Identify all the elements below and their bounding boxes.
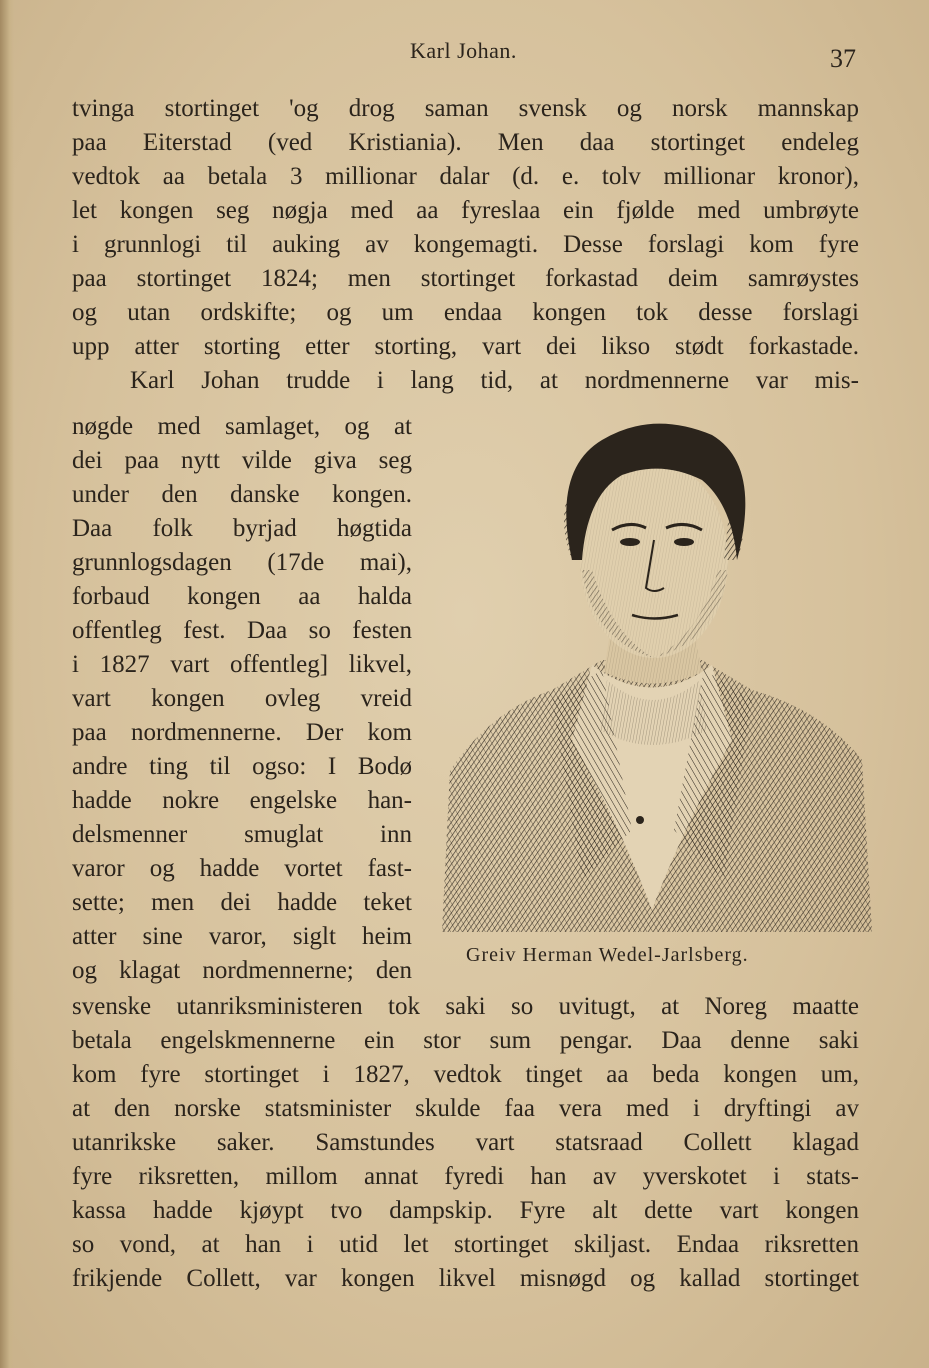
text-line: Karl Johan trudde i lang tid, at nordmennerne var mis- — [130, 367, 859, 394]
text-line: so vond, at han i utid let stortinget skiljast. Endaa riksretten — [72, 1231, 859, 1258]
text-line: under den danske kongen. — [72, 481, 412, 508]
text-line: frikjende Collett, var kongen likvel misnøgd og kallad stortinget — [72, 1265, 859, 1292]
running-head: Karl Johan. — [410, 38, 517, 63]
text-line: kom fyre stortinget i 1827, vedtok tinget aa beda kongen um, — [72, 1061, 859, 1088]
text-line: varor og hadde vortet fast- — [72, 855, 412, 882]
text-line: i 1827 vart offentleg] likvel, — [72, 651, 412, 678]
text-line: vart kongen ovleg vreid — [72, 685, 412, 712]
text-line: at den norske statsminister skulde faa vera med i dryftingi av — [72, 1095, 859, 1122]
page-edge — [0, 0, 14, 1368]
text-line: kassa hadde kjøypt tvo dampskip. Fyre alt dette vart kongen — [72, 1197, 859, 1224]
text-line: sette; men dei hadde teket — [72, 889, 412, 916]
text-line: delsmenner smuglat inn — [72, 821, 412, 848]
text-line: grunnlogsdagen (17de mai), — [72, 549, 412, 576]
text-line: upp atter storting etter storting, vart dei likso stødt forkastade. — [72, 333, 859, 360]
portrait-illustration — [432, 410, 877, 932]
text-line: dei paa nytt vilde giva seg — [72, 447, 412, 474]
text-line: offentleg fest. Daa so festen — [72, 617, 412, 644]
figure-caption: Greiv Herman Wedel-Jarlsberg. — [466, 944, 749, 966]
text-line: utanrikske saker. Samstundes vart statsraad Collett klagad — [72, 1129, 859, 1156]
text-line: tvinga stortinget 'og drog saman svensk og norsk mannskap — [72, 95, 859, 122]
text-line: atter sine varor, siglt heim — [72, 923, 412, 950]
text-line: og utan ordskifte; og um endaa kongen tok desse forslagi — [72, 299, 859, 326]
page-number: 37 — [830, 44, 856, 73]
portrait-engraving — [432, 410, 877, 932]
text-line: andre ting til ogso: I Bodø — [72, 753, 412, 780]
text-line: betala engelskmennerne ein stor sum pengar. Daa denne saki — [72, 1027, 859, 1054]
text-line: paa nordmennerne. Der kom — [72, 719, 412, 746]
text-line: vedtok aa betala 3 millionar dalar (d. e. tolv millionar kronor), — [72, 163, 859, 190]
text-line: og klagat nordmennerne; den — [72, 957, 412, 984]
text-line: paa Eiterstad (ved Kristiania). Men daa stortinget endeleg — [72, 129, 859, 156]
text-line: nøgde med samlaget, og at — [72, 413, 412, 440]
text-line: Daa folk byrjad høgtida — [72, 515, 412, 542]
text-line: hadde nokre engelske han- — [72, 787, 412, 814]
text-line: svenske utanriksministeren tok saki so uvitugt, at Noreg maatte — [72, 993, 859, 1020]
text-line: fyre riksretten, millom annat fyredi han av yverskotet i stats- — [72, 1163, 859, 1190]
text-line: let kongen seg nøgja med aa fyreslaa ein fjølde med umbrøyte — [72, 197, 859, 224]
text-line: forbaud kongen aa halda — [72, 583, 412, 610]
text-line: paa stortinget 1824; men stortinget forkastad deim samrøystes — [72, 265, 859, 292]
text-line: i grunnlogi til auking av kongemagti. Desse forslagi kom fyre — [72, 231, 859, 258]
